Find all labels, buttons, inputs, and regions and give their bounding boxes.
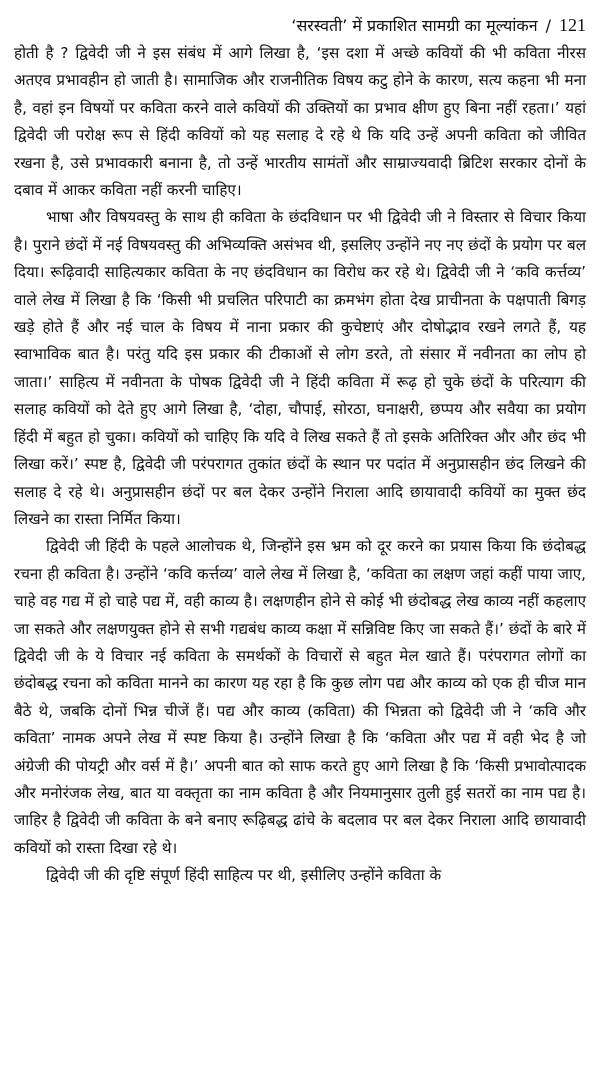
paragraph: द्विवेदी जी हिंदी के पहले आलोचक थे, जिन्होंने इस भ्रम को दूर करने का प्रयास किया कि छंदोबद्ध रचना ही कविता है। उन्होंने ‘कवि कर्त्तव्य’ वाले लेख में लिखा है, ‘कविता का लक्षण जहां कहीं पाया जाए, चाहे वह गद्य में हो चाहे पद्य में, वही काव्य है। लक्षणहीन होने से कोई भी छंदोबद्ध लेख काव्य नहीं कहलाए जा सकते और लक्षणयुक्त होने से सभी गद्यबंध काव्य कक्षा में सन्निविष्ट किए जा सकते हैं।’ छंदों के बारे में द्विवेदी जी के ये विचार नई कविता के समर्थकों के विचारों से बहुत मेल खाते हैं। परंपरागत लोगों का छंदोबद्ध रचना को कविता मानने का कारण यह रहा है कि कुछ लोग पद्य और काव्य को एक ही चीज मान बैठे थे, जबकि दोनों भिन्न चीजें हैं। पद्य और काव्य (कविता) की भिन्नता को द्विवेदी जी ने ‘कवि और कविता’ नामक अपने लेख में स्पष्ट किया है। उन्होंने लिखा है कि ‘कविता और पद्य में वही भेद है जो अंग्रेजी की पोयट्री और वर्स में है।’ अपनी बात को साफ करते हुए आगे लिखा है कि ‘किसी प्रभावोत्पादक और मनोरंजक लेख, बात या वक्तृता का नाम कविता है और नियमानुसार तुली हुई सतरों का नाम पद्य है। जाहिर है द्विवेदी जी कविता के बने बनाए रूढ़िबद्ध ढांचे के बदलाव पर बल देकर निराला आदि छायावादी कवियों को रास्ता दिखा रहे थे।: [14, 537, 586, 857]
body-text: [14, 40, 586, 890]
header-separator: /: [545, 16, 551, 35]
page-number: 121: [559, 15, 586, 35]
running-header: [14, 14, 586, 40]
paragraph: भाषा और विषयवस्तु के साथ ही कविता के छंदविधान पर भी द्विवेदी जी ने विस्तार से विचार किया है। पुराने छंदों में नई विषयवस्तु की अभिव्यक्ति असंभव थी, इसलिए उन्होंने नए नए छंदों के प्रयोग पर बल दिया। रूढ़िवादी साहित्यकार कविता के नए छंदविधान का विरोध कर रहे थे। द्विवेदी जी ने ‘कवि कर्त्तव्य’ वाले लेख में लिखा है कि ‘किसी भी प्रचलित परिपाटी का क्रमभंग होता देख प्राचीनता के पक्षपाती बिगड़ खड़े होते हैं और नई चाल के विषय में नाना प्रकार की कुचेष्टाएं और दोषोद्भाव रखने लगते हैं, यह स्वाभाविक बात है। परंतु यदि इस प्रकार की टीकाओं से लोग डरते, तो संसार में नवीनता का लोप हो जाता।’ साहित्य में नवीनता के पोषक द्विवेदी जी ने हिंदी कविता में रूढ़ हो चुके छंदों के परित्याग की सलाह कवियों को देते हुए आगे लिखा है, ‘दोहा, चौपाई, सोरठा, घनाक्षरी, छप्पय और सवैया का प्रयोग हिंदी में बहुत हो चुका। कवियों को चाहिए कि यदि वे लिख सकते हैं तो इसके अतिरिक्त और और छंद भी लिखा करें।’ स्पष्ट है, द्विवेदी जी परंपरागत तुकांत छंदों के स्थान पर पदांत में अनुप्रासहीन छंद लिखने की सलाह दे रहे थे। अनुप्रासहीन छंदों पर बल देकर उन्होंने निराला आदि छायावादी कवियों का मुक्त छंद लिखने का रास्ता निर्मित किया।: [14, 208, 586, 528]
paragraph: द्विवेदी जी की दृष्टि संपूर्ण हिंदी साहित्य पर थी, इसीलिए उन्होंने कविता के: [46, 866, 442, 885]
running-title: ‘सरस्वती’ में प्रकाशित सामग्री का मूल्यांकन: [291, 16, 538, 35]
paragraph-continued: होती है ? द्विवेदी जी ने इस संबंध में आगे लिखा है, ‘इस दशा में अच्छे कवियों की भी कविता नीरस अतएव प्रभावहीन हो जाती है। सामाजिक और राजनीतिक विषय कटु होने के कारण, सत्य कहना भी मना है, वहां इन विषयों पर कविता करने वाले कवियों की उक्तियों का प्रभाव क्षीण हुए बिना नहीं रहता।’ यहां द्विवेदी जी परोक्ष रूप से हिंदी कवियों को यह सलाह दे रहे थे कि यदि उन्हें अपनी कविता को जीवित रखना है, उसे प्रभावकारी बनाना है, तो उन्हें भारतीय सामंतों और साम्राज्यवादी ब्रिटिश सरकार दोनों के दबाव में आकर कविता नहीं करनी चाहिए।: [14, 44, 586, 200]
